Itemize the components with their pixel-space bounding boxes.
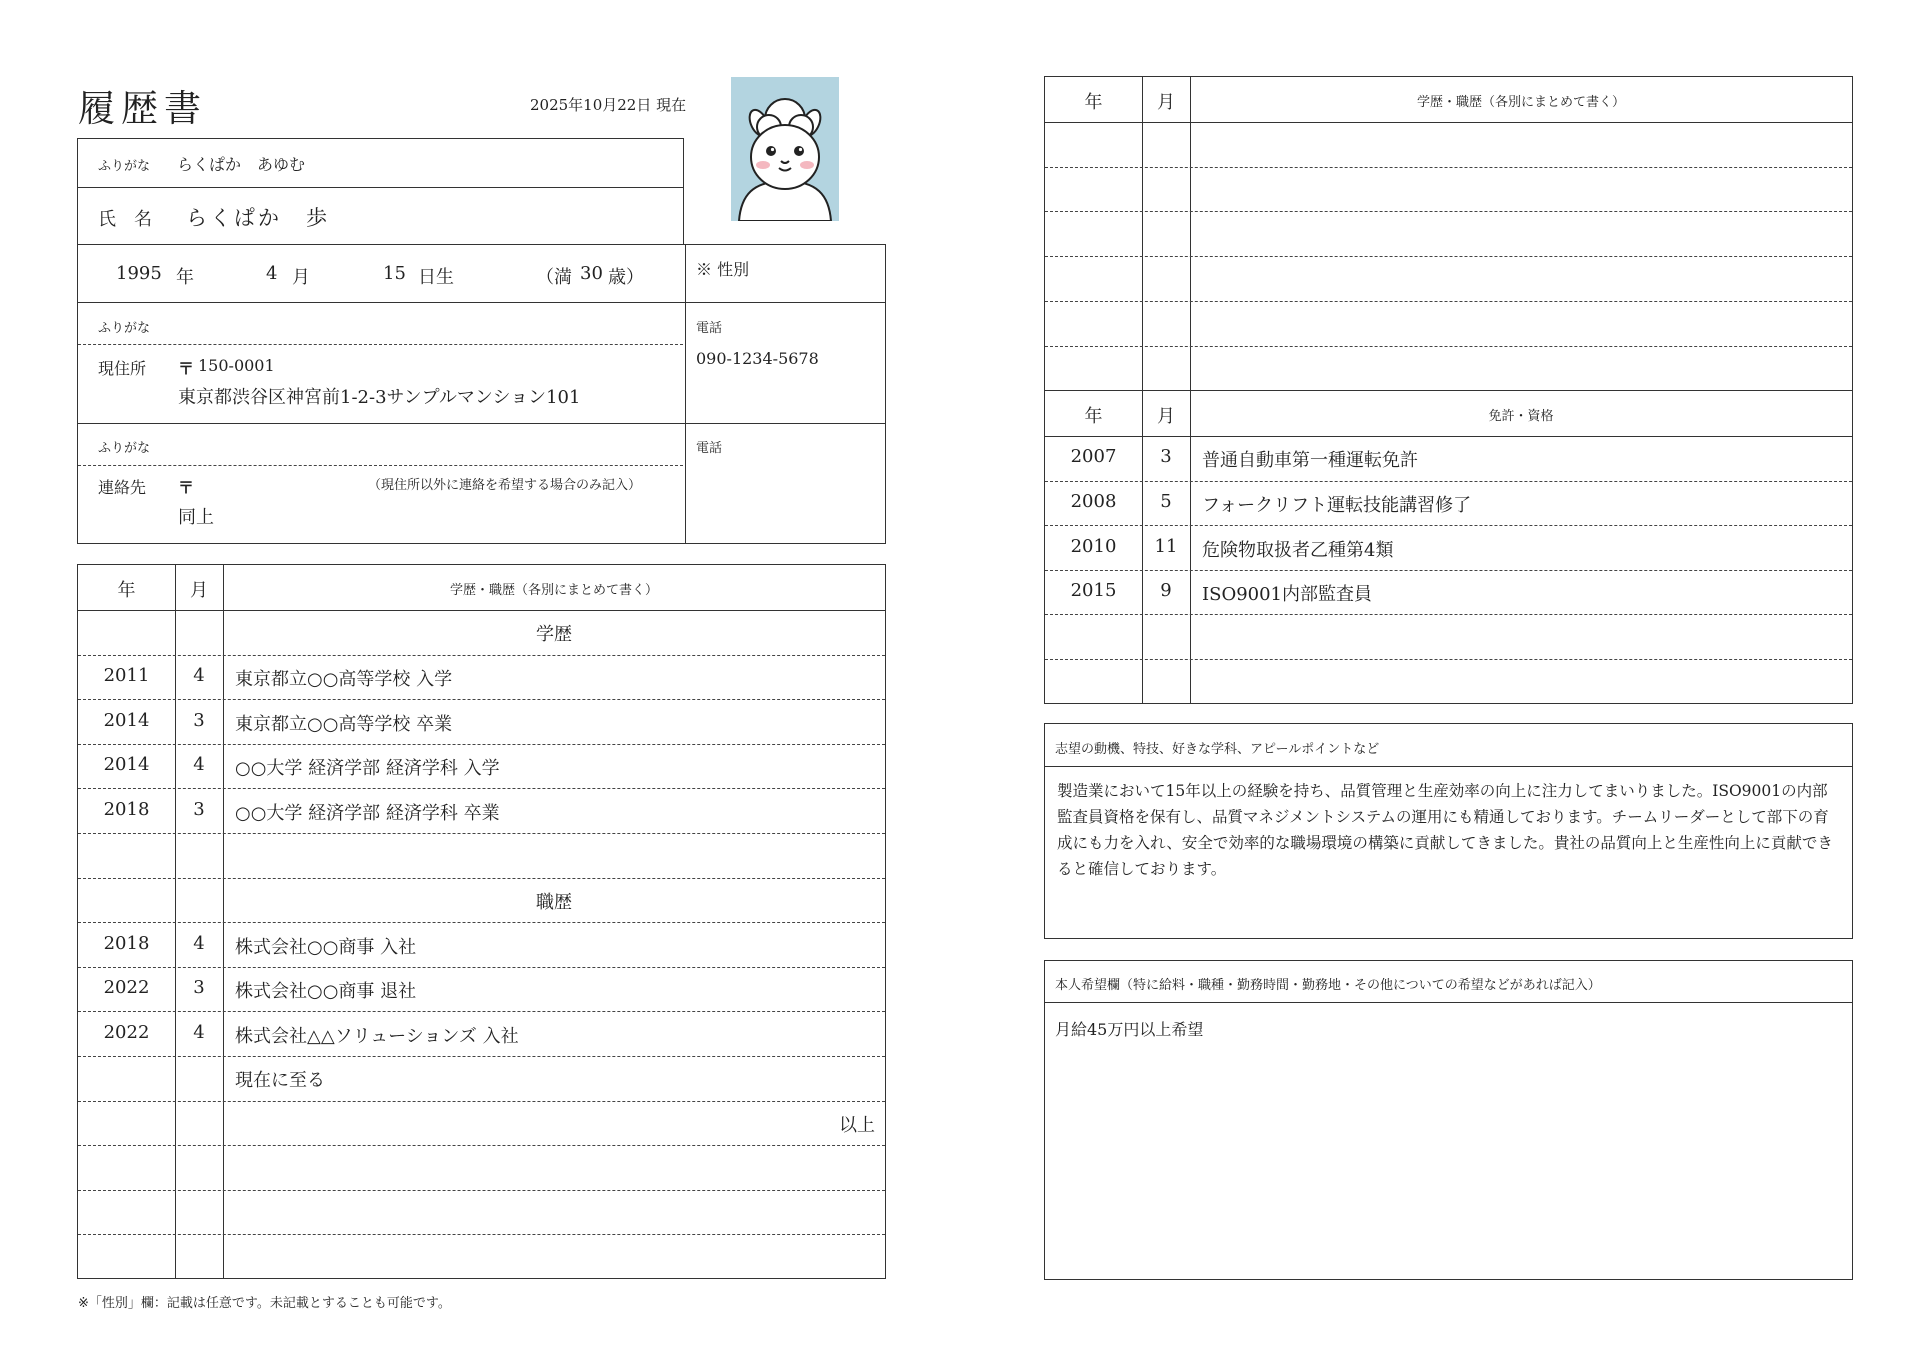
- name-label: 氏 名: [98, 209, 152, 230]
- col-month-header: 月: [1157, 405, 1175, 427]
- birth-day-unit: 日生: [418, 267, 454, 288]
- col-month-header: 月: [1157, 91, 1175, 113]
- row-content: 東京都立○○高等学校 卒業: [235, 713, 453, 735]
- row-content: 以上: [839, 1114, 875, 1136]
- row-content: 現在に至る: [235, 1070, 325, 1092]
- row-month: 4: [193, 754, 205, 776]
- row-year: 2008: [1070, 490, 1117, 512]
- row-month: 4: [193, 664, 205, 686]
- contact-note: （現住所以外に連絡を希望する場合のみ記入）: [368, 478, 642, 493]
- gender-label: ※ 性別: [696, 260, 750, 279]
- row-year: 2015: [1070, 580, 1117, 602]
- col-month-header: 月: [190, 579, 208, 601]
- row-year: 2010: [1070, 535, 1117, 557]
- contact-postal-mark: 〒: [178, 478, 195, 497]
- contact-value: 同上: [178, 507, 214, 528]
- phone-label: 電話: [696, 321, 723, 336]
- row-content: 危険物取扱者乙種第4類: [1202, 539, 1394, 561]
- address-furigana-label: ふりがな: [98, 321, 151, 336]
- row-year: 2022: [103, 1021, 150, 1043]
- col-year-header: 年: [1084, 91, 1103, 113]
- birth-day: 15: [383, 263, 406, 284]
- contact-phone-label: 電話: [696, 441, 723, 456]
- row-month: 3: [193, 709, 205, 731]
- col-year-header: 年: [117, 579, 136, 601]
- row-month: 9: [1160, 580, 1172, 602]
- age-value: 30: [580, 263, 603, 284]
- history-table-continued: [1044, 76, 1853, 391]
- row-content: 株式会社△△ソリューションズ 入社: [235, 1025, 519, 1047]
- row-content: 東京都立○○高等学校 入学: [235, 668, 453, 690]
- row-content: 株式会社○○商事 入社: [235, 936, 417, 958]
- motivation-label: 志望の動機、特技、好きな学科、アピールポイントなど: [1055, 742, 1380, 757]
- row-content: ISO9001内部監査員: [1202, 584, 1373, 606]
- address-line: 東京都渋谷区神宮前1-2-3サンプルマンション101: [178, 387, 581, 408]
- age-open: （満: [536, 267, 572, 288]
- row-month: 11: [1154, 535, 1178, 557]
- personal-info-box: [77, 244, 886, 544]
- row-month: 4: [193, 932, 205, 954]
- col-content-header: 学歴・職歴（各別にまとめて書く）: [1416, 94, 1625, 110]
- row-content: ○○大学 経済学部 経済学科 卒業: [235, 802, 500, 824]
- row-year: 2022: [103, 977, 150, 999]
- footnote: ※「性別」欄：記載は任意です。未記載とすることも可能です。: [78, 1296, 451, 1311]
- birth-month: 4: [266, 263, 278, 284]
- row-year: 2018: [103, 932, 150, 954]
- license-table: [1044, 390, 1853, 704]
- row-year: 2018: [103, 798, 150, 820]
- address-label: 現住所: [98, 359, 147, 378]
- postal-mark: 〒: [178, 359, 195, 378]
- row-content: フォークリフト運転技能講習修了: [1202, 494, 1472, 516]
- wishes-label: 本人希望欄（特に給料・職種・勤務時間・勤務地・その他についての希望などがあれば記入）: [1055, 978, 1601, 993]
- furigana-label: ふりがな: [98, 159, 151, 174]
- phone-value: 090-1234-5678: [696, 349, 819, 368]
- contact-furigana-label: ふりがな: [98, 441, 151, 456]
- wishes-box: [1044, 960, 1853, 1280]
- row-content: 株式会社○○商事 退社: [235, 981, 417, 1003]
- row-content: 学歴: [536, 624, 572, 646]
- row-content: 普通自動車第一種運転免許: [1202, 450, 1418, 472]
- row-year: 2014: [103, 709, 150, 731]
- row-content: ○○大学 経済学部 経済学科 入学: [235, 758, 500, 780]
- name-box: [77, 138, 684, 245]
- motivation-text: 製造業において15年以上の経験を持ち、品質管理と生産効率の向上に注力してまいりました。ISO9001の内部監査員資格を保有し、品質マネジメントシステムの運用にも精通しております。チームリーダーとして部下の育成にも力を入れ、安全で効率的な職場環境の構築に貢献してきました。貴社の品質向上と生産性向上に貢献できると確信しております。: [1057, 782, 1833, 878]
- row-year: 2007: [1070, 446, 1117, 468]
- document-title: 履歴書: [78, 87, 207, 130]
- row-month: 3: [1160, 446, 1172, 468]
- col-content-header: 学歴・職歴（各別にまとめて書く）: [449, 582, 658, 598]
- contact-label: 連絡先: [98, 478, 147, 497]
- id-photo: [731, 77, 839, 221]
- motivation-box: [1044, 723, 1853, 939]
- row-month: 3: [193, 977, 205, 999]
- row-content: 職歴: [536, 891, 572, 913]
- row-year: 2014: [103, 754, 150, 776]
- birth-year: 1995: [116, 263, 162, 284]
- name-value: らくぱか 歩: [186, 206, 330, 230]
- document-date: 2025年10月22日 現在: [530, 96, 687, 114]
- birth-month-unit: 月: [292, 267, 310, 288]
- postal-code: 150-0001: [198, 356, 275, 375]
- furigana-value: らくぱか あゆむ: [177, 155, 306, 174]
- birth-year-unit: 年: [176, 267, 194, 288]
- col-year-header: 年: [1084, 405, 1103, 427]
- col-content-header: 免許・資格: [1488, 408, 1554, 424]
- age-close: 歳）: [608, 267, 644, 288]
- row-month: 3: [193, 798, 205, 820]
- row-month: 4: [193, 1021, 205, 1043]
- alpaca-icon: [731, 77, 839, 221]
- row-month: 5: [1160, 490, 1172, 512]
- history-table: [77, 564, 886, 1279]
- wishes-text: 月給45万円以上希望: [1055, 1020, 1204, 1039]
- row-year: 2011: [103, 664, 150, 686]
